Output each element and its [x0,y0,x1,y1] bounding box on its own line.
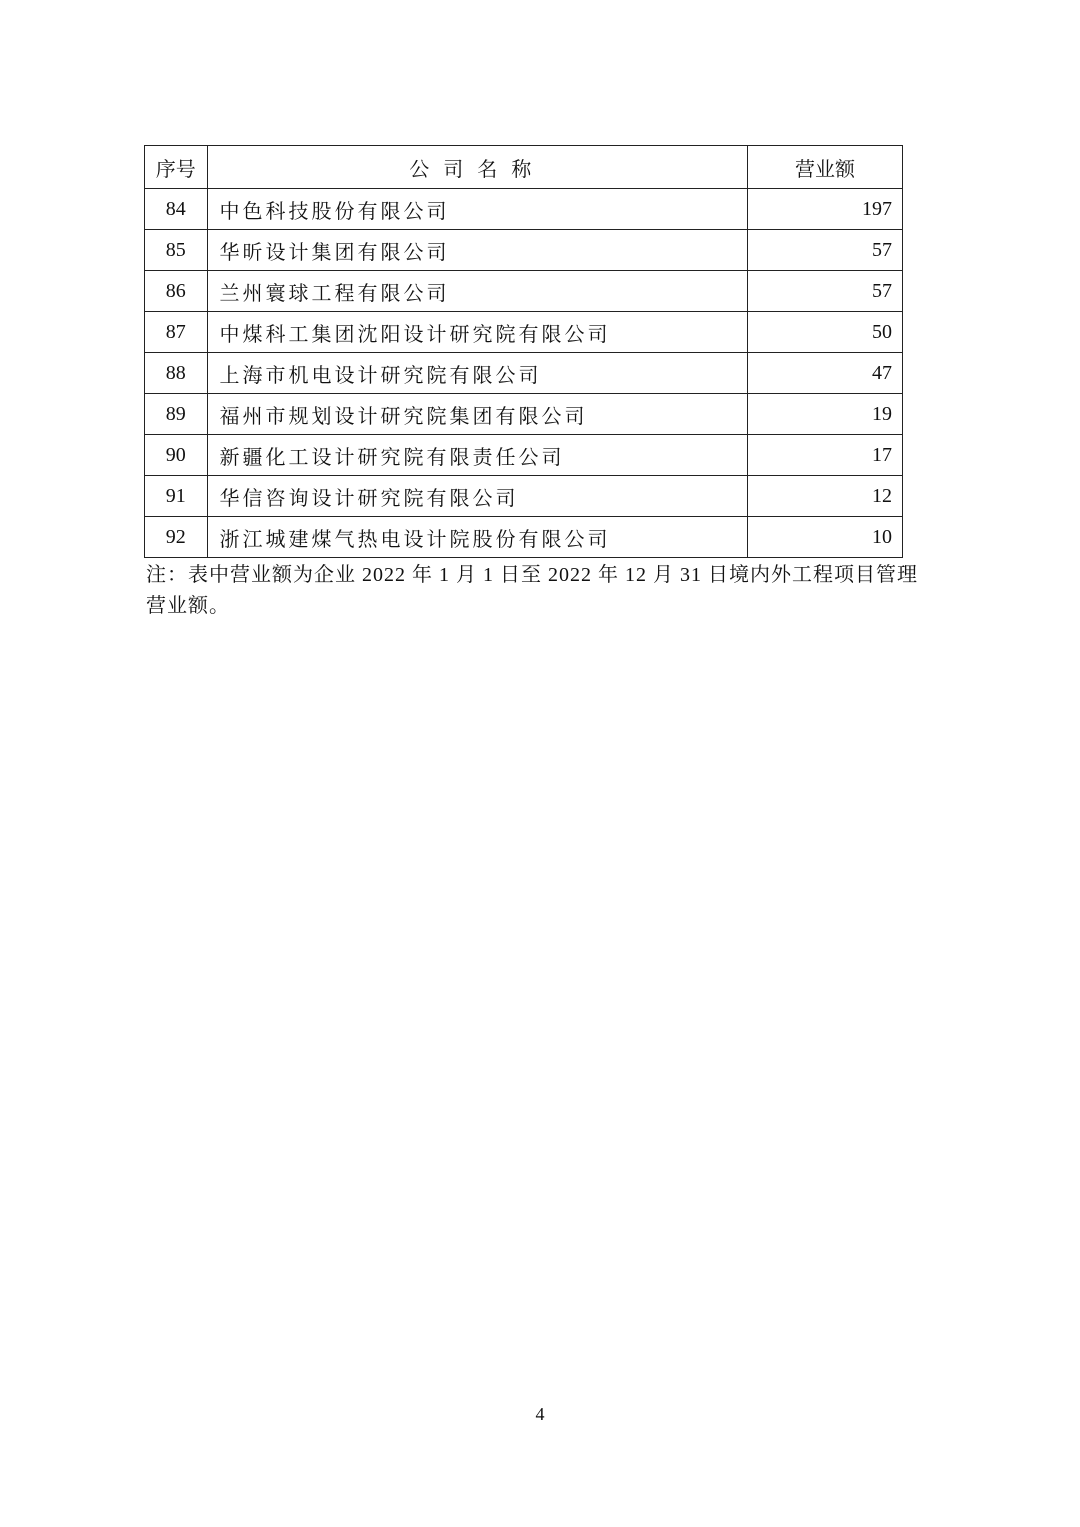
page-number: 4 [535,1404,545,1424]
revenue-value: 47 [747,353,902,394]
revenue-value: 17 [747,435,902,476]
company-name: 新疆化工设计研究院有限责任公司 [207,435,747,476]
company-name: 中煤科工集团沈阳设计研究院有限公司 [207,312,747,353]
header-company-name: 公司名称 [207,146,747,189]
company-name: 中色科技股份有限公司 [207,189,747,230]
revenue-value: 197 [747,189,902,230]
revenue-value: 10 [747,517,902,558]
row-number: 87 [145,312,208,353]
table-row [145,476,903,517]
row-number: 92 [145,517,208,558]
company-name: 华信咨询设计研究院有限公司 [207,476,747,517]
table-row [145,394,903,435]
table-row [145,312,903,353]
row-number: 85 [145,230,208,271]
row-number: 90 [145,435,208,476]
table-row [145,517,903,558]
revenue-value: 57 [747,230,902,271]
header-number: 序号 [145,146,208,189]
revenue-value: 12 [747,476,902,517]
table-note: 注：表中营业额为企业 2022 年 1 月 1 日至 2022 年 12 月 31 日境内外工程项目管理营业额。 [146,564,918,617]
company-name: 兰州寰球工程有限公司 [207,271,747,312]
company-name: 浙江城建煤气热电设计院股份有限公司 [207,517,747,558]
company-name: 福州市规划设计研究院集团有限公司 [207,394,747,435]
table-row [145,230,903,271]
revenue-value: 19 [747,394,902,435]
table-row [145,353,903,394]
table-row [145,271,903,312]
row-number: 84 [145,189,208,230]
revenue-value: 57 [747,271,902,312]
revenue-table [144,145,903,558]
table-header-row [145,146,903,189]
row-number: 89 [145,394,208,435]
row-number: 86 [145,271,208,312]
company-name: 华昕设计集团有限公司 [207,230,747,271]
table-row [145,189,903,230]
header-revenue: 营业额 [747,146,902,189]
company-name: 上海市机电设计研究院有限公司 [207,353,747,394]
row-number: 88 [145,353,208,394]
table-row [145,435,903,476]
revenue-value: 50 [747,312,902,353]
row-number: 91 [145,476,208,517]
